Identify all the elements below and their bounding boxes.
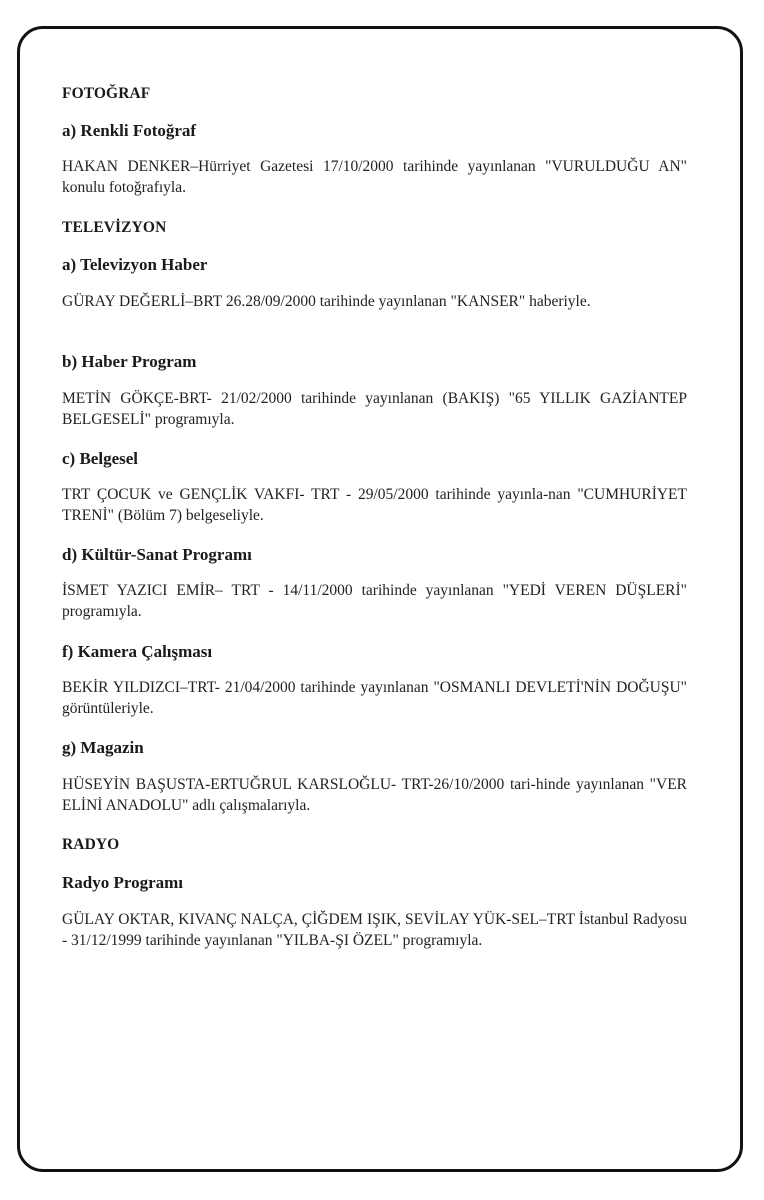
entry-text-block: [62, 677, 687, 719]
section-title: FOTOĞRAF: [62, 85, 151, 102]
entry-heading: f) Kamera Çalışması: [62, 642, 213, 661]
entry-magazin: [62, 737, 687, 759]
entry-text-block: [62, 291, 687, 312]
section-televizyon: [62, 218, 687, 238]
entry-text-block: [62, 156, 687, 198]
entry-televizyon-haber: [62, 254, 687, 276]
entry-text-block: [62, 774, 687, 816]
entry-haber-program: [62, 351, 687, 373]
entry-text: GÜLAY OKTAR, KIVANÇ NALÇA, ÇİĞDEM IŞIK, SEVİLAY YÜK-SEL–TRT İstanbul Radyosu - 31/12/1999 tarihinde yayınlanan "YILBA-ŞI ÖZEL" programıyla.: [62, 911, 687, 949]
entry-text-block: [62, 484, 687, 526]
entry-text: TRT ÇOCUK ve GENÇLİK VAKFI- TRT - 29/05/2000 tarihinde yayınla-nan "CUMHURİYET TRENİ" (Bölüm 7) belgeseliyle.: [62, 486, 687, 524]
entry-text: HAKAN DENKER–Hürriyet Gazetesi 17/10/2000 tarihinde yayınlanan "VURULDUĞU AN" konulu fotoğrafıyla.: [62, 158, 687, 196]
section-title: TELEVİZYON: [62, 219, 167, 236]
entry-renkli-fotograf: [62, 120, 687, 142]
entry-text-block: [62, 580, 687, 622]
entry-kamera-calismasi: [62, 641, 687, 663]
entry-heading: d) Kültür-Sanat Programı: [62, 545, 252, 564]
section-radyo: [62, 835, 687, 855]
entry-text: GÜRAY DEĞERLİ–BRT 26.28/09/2000 tarihinde yayınlanan "KANSER" haberiyle.: [62, 293, 591, 310]
entry-heading: c) Belgesel: [62, 449, 138, 468]
section-fotograf: [62, 84, 687, 104]
entry-heading: a) Televizyon Haber: [62, 255, 208, 274]
entry-heading: Radyo Programı: [62, 873, 184, 892]
entry-heading: a) Renkli Fotoğraf: [62, 121, 197, 140]
entry-text-block: [62, 388, 687, 430]
entry-belgesel: [62, 448, 687, 470]
section-title: RADYO: [62, 836, 120, 853]
entry-text-block: [62, 909, 687, 951]
entry-text: HÜSEYİN BAŞUSTA-ERTUĞRUL KARSLOĞLU- TRT-26/10/2000 tari-hinde yayınlanan "VER ELİNİ ANADOLU" adlı çalışmalarıyla.: [62, 776, 687, 814]
entry-text: METİN GÖKÇE-BRT- 21/02/2000 tarihinde yayınlanan (BAKIŞ) "65 YILLIK GAZİANTEP BELGESELİ" programıyla.: [62, 390, 687, 428]
entry-heading: g) Magazin: [62, 738, 144, 757]
entry-heading: b) Haber Program: [62, 352, 197, 371]
entry-text: İSMET YAZICI EMİR– TRT - 14/11/2000 tarihinde yayınlanan "YEDİ VEREN DÜŞLERİ" programıyla.: [62, 582, 687, 620]
entry-radyo-programi: [62, 872, 687, 894]
entry-text: BEKİR YILDIZCI–TRT- 21/04/2000 tarihinde yayınlanan "OSMANLI DEVLETİ'NİN DOĞUŞU" görüntüleriyle.: [62, 679, 687, 717]
entry-kultur-sanat-programi: [62, 544, 687, 566]
